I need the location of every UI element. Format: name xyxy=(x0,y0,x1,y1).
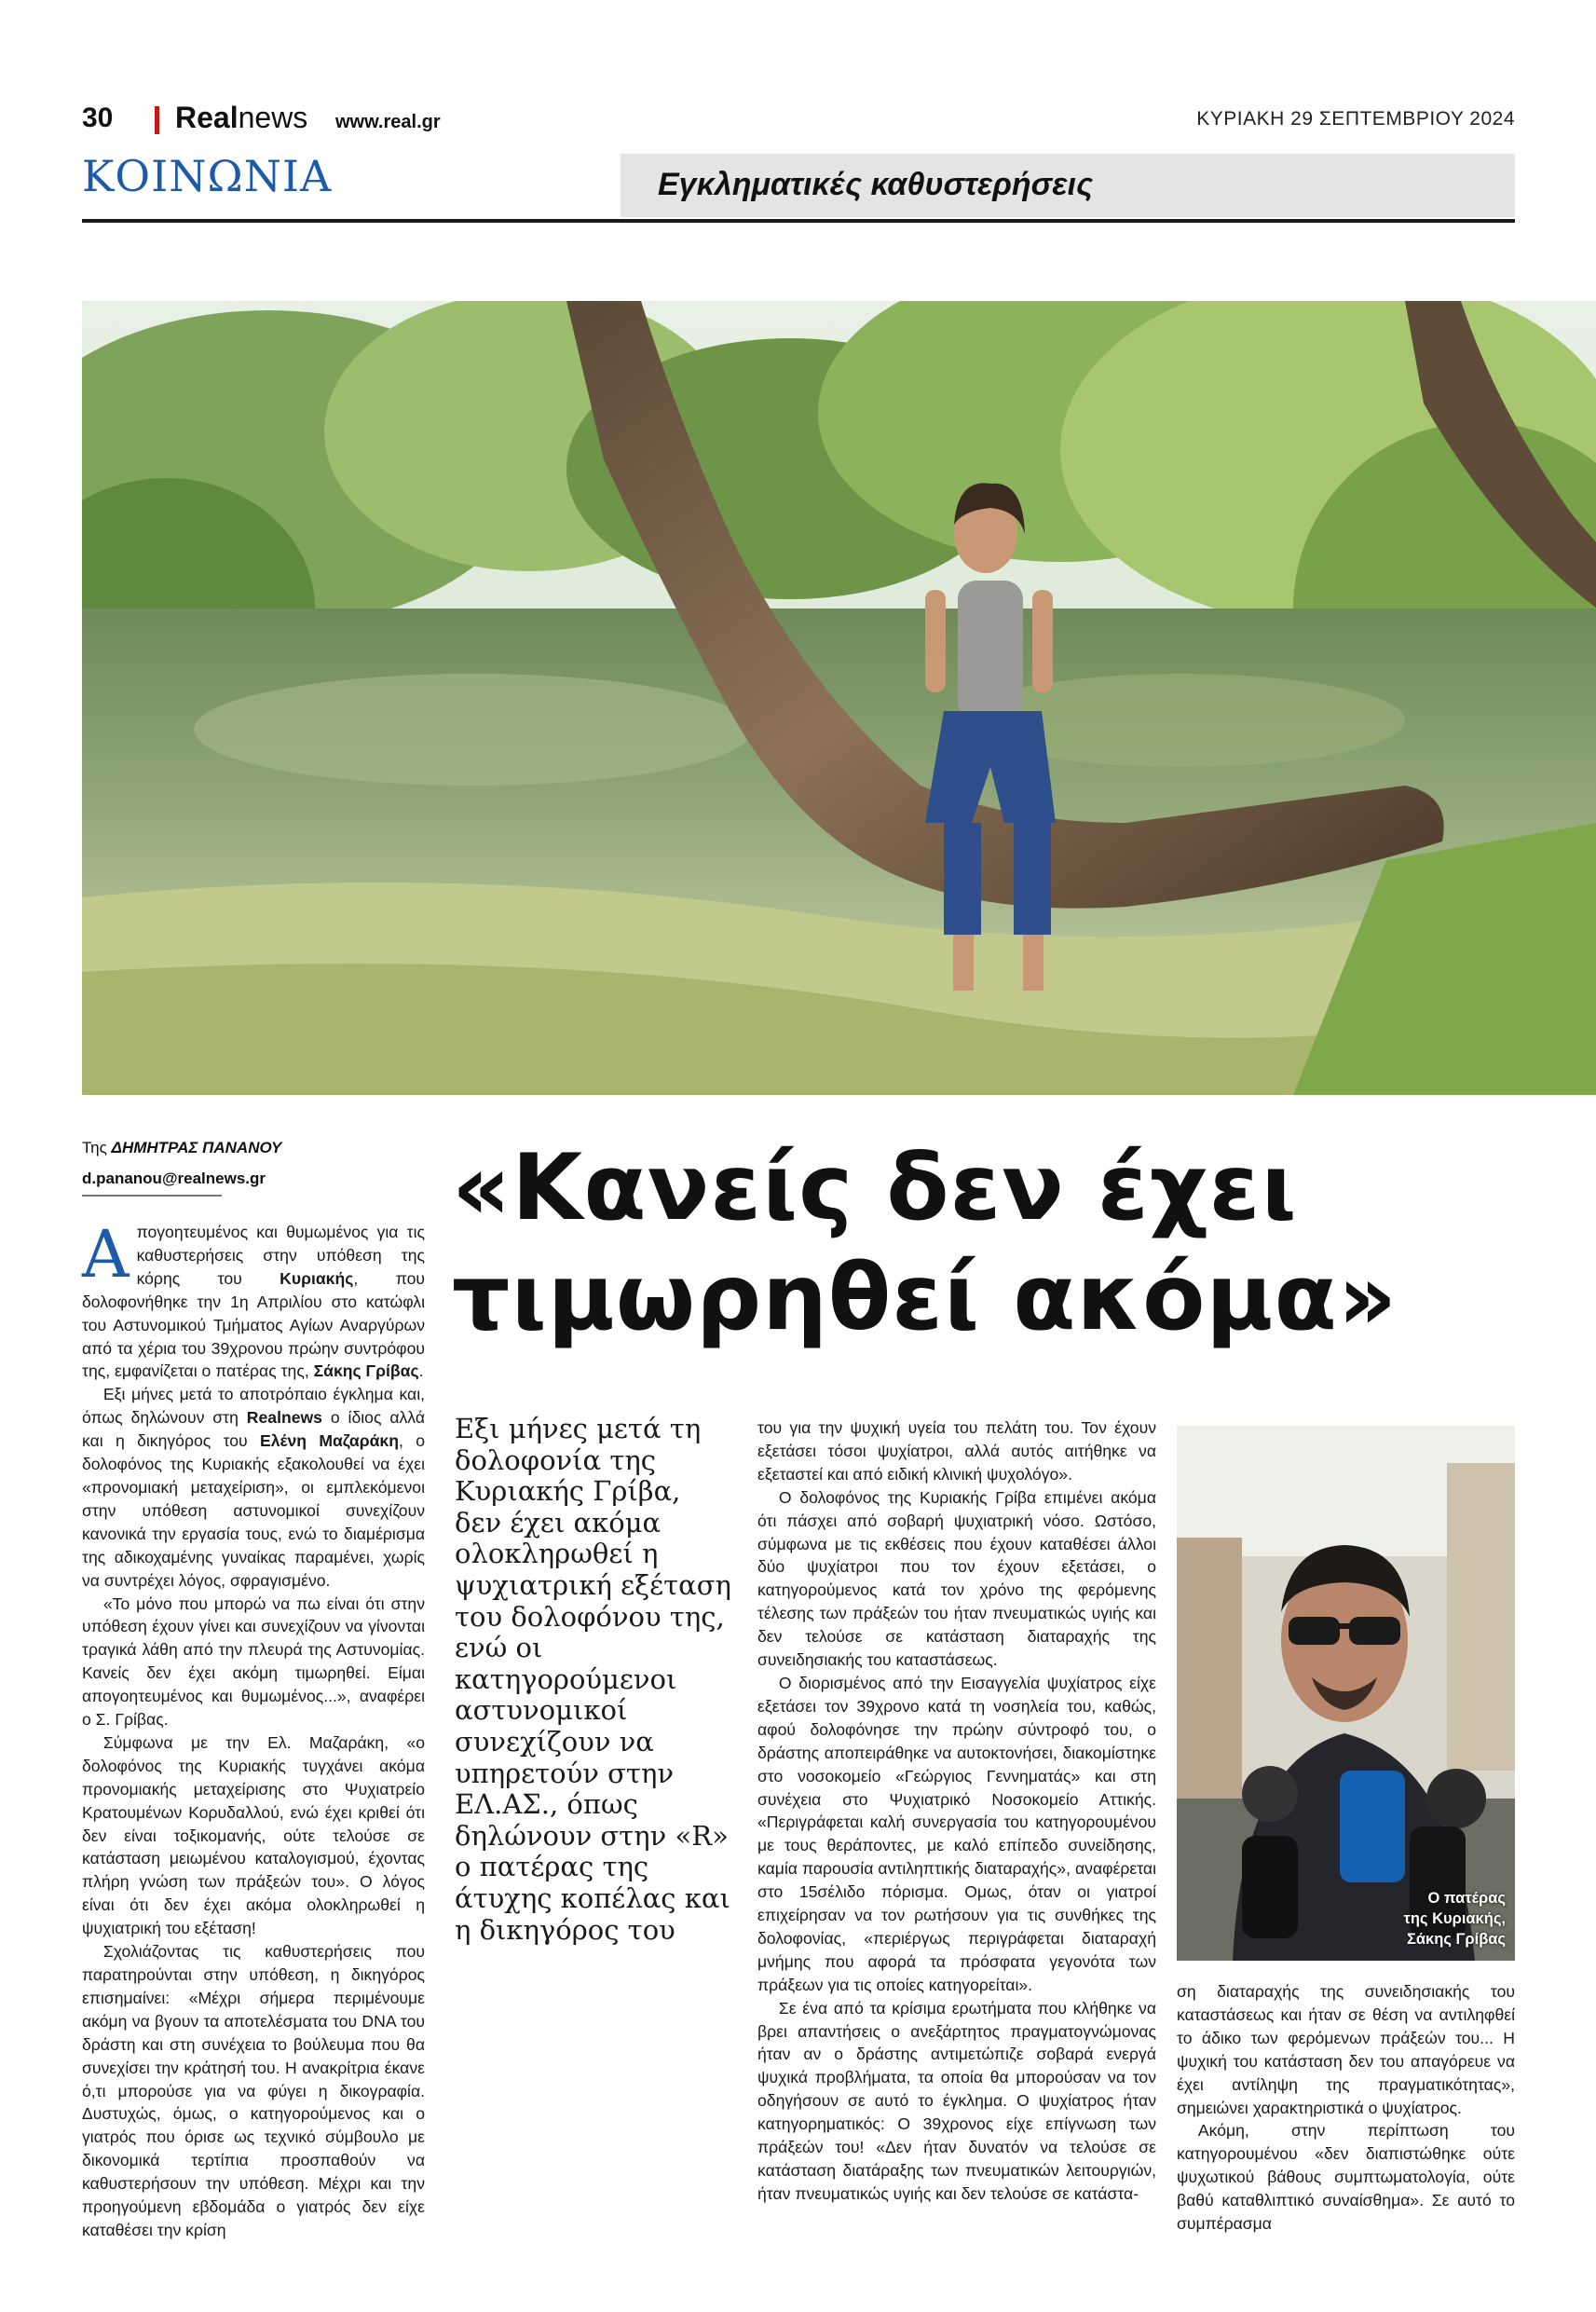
paragraph: του για την ψυχική υγεία του πελάτη του. Τον έχουν εξετάσει τόσοι ψυχίατροι, αλλά αυτός αιτήθηκε να εξεταστεί και από ειδική κλινική ψυχολόγο». xyxy=(757,1418,1156,1484)
section-label: ΚΟΙΝΩΝΙΑ xyxy=(82,151,333,201)
main-photo xyxy=(82,301,1596,1095)
author-email[interactable]: d.pananou@realnews.gr xyxy=(82,1170,266,1187)
article-column-3 xyxy=(757,1416,1156,2206)
paragraph: Ο διορισμένος από την Εισαγγελία ψυχίατρος είχε εξετάσει τον 39χρονο κατά τη νοσηλεία του, καθώς, αφού δολοφόνησε την πρώην σύντροφό του, ο δράστης αποπειράθηκε να αυτοκτονήσει, διακομίστηκε στο νοσοκομείο «Γεώργιος Γεννηματάς» και στη συνέχεια στο Ψυχιατρικό Νοσοκομείο Αττικής. «Περιγράφεται καλή συνεργασία του κατηγορουμένου με τους θεράποντες, με καλό επίπεδο συνείδησης, καμία παρουσία αντιληπτικής διαταραχής», αναφέρεται στο 15σέλιδο πόρισμα. Ομως, όταν οι γιατροί επιχείρησαν να τον ρωτήσουν για τις συνθήκες της δολοφονίας, «περιέργως περιγράφεται διαταραχή μνήμης που αφορά τα πρόσφατα γεγονότα των πράξεων για τις οποίες κατηγορείται». xyxy=(757,1673,1156,1994)
byline-rule xyxy=(82,1195,222,1197)
page-number: 30 xyxy=(82,103,114,133)
headline-line-2: τιμωρηθεί ακόμα» xyxy=(452,1245,1398,1351)
paragraph: Σε ένα από τα κρίσιμα ερωτήματα που κλήθηκε να βρει απαντήσεις ο ανεξάρτητος πραγματογνώμονας ήταν αν ο δράστης αντιμετώπιζε σοβαρά ενεργά ψυχικά προβλήματα, τα οποία θα μπορούσαν να τον οδηγήσουν σε αυτό το έγκλημα. Ο ψυχίατρος ήταν κατηγορηματικός: Ο 39χρονος είχε επίγνωση των πράξεών του! «Δεν ήταν δυνατόν να τελούσε σε κατάσταση διατάραξης των πνευματικών λειτουργιών, ήταν πνευματικώς υγιής και δεν τελούσε σε κατάστα- xyxy=(757,1998,1156,2203)
page-header xyxy=(82,101,1515,138)
paragraph: Ο δολοφόνος της Κυριακής Γρίβα επιμένει ακόμα ότι πάσχει από σοβαρή ψυχιατρική νόσο. Ωστόσο, σύμφωνα με τις εκθέσεις που έχουν καταθέσει άλλοι δύο ψυχίατροι που τον έχουν εξετάσει, ο κατηγορούμενος κατά τον χρόνο της φερόμενης τέλεσης των πράξεών του ήταν πνευματικώς υγιής και δεν τελούσε σε κατάσταση διαταραχής της συνειδησιακής του καταστάσεως. xyxy=(757,1487,1156,1670)
article-column-4 xyxy=(1177,1980,1515,2236)
paragraph: «Το μόνο που μπορώ να πω είναι ότι στην υπόθεση έχουν γίνει και συνεχίζουν να γίνονται τραγικά λάθη από την πλευρά της Αστυνομίας. Κανείς δεν έχει ακόμη τιμωρηθεί. Είμαι απογοητευμένος και θυμωμένος...», αναφέρει ο Σ. Γρίβας. xyxy=(82,1594,425,1730)
brand-logo[interactable]: Realnews xyxy=(175,101,308,134)
header-separator xyxy=(155,106,159,134)
photo-caption: Ο πατέρας της Κυριακής, Σάκης Γρίβας xyxy=(1403,1890,1506,1948)
drop-cap: Α xyxy=(82,1216,130,1293)
kicker-bar xyxy=(621,154,1515,217)
author-name: ΔΗΜΗΤΡΑΣ ΠΑΝΑΝΟΥ xyxy=(111,1139,282,1156)
headline xyxy=(452,1133,1551,1353)
kicker-text: Εγκληματικές καθυστερήσεις xyxy=(658,167,1094,202)
paragraph: Εξι μήνες μετά το αποτρόπαιο έγκλημα και, όπως δηλώνουν στη Realnews ο ίδιος αλλά και η δικηγόρος του Ελένη Μαζαράκη, ο δολοφόνος της Κυριακής εξακολουθεί να έχει «προνομιακή μεταχείριση», οι εμπλεκόμενοι στην υπόθεση αστυνομικοί συνεχίζουν κανονικά την εργασία τους, ενώ το διαμέρισμα της αδικοχαμένης γυναίκας παραμένει, χωρίς να συντρέχει λόγος, σφραγισμένο. xyxy=(82,1385,426,1590)
inset-photo xyxy=(1177,1426,1515,1961)
byline: Της ΔΗΜΗΤΡΑΣ ΠΑΝΑΝΟΥ xyxy=(82,1139,282,1156)
section-rule xyxy=(82,219,1515,223)
issue-date: ΚΥΡΙΑΚΗ 29 ΣΕΠΤΕΜΒΡΙΟΥ 2024 xyxy=(1196,108,1515,130)
paragraph: ση διαταραχής της συνειδησιακής του καταστάσεως και ήταν σε θέση να αντιληφθεί το άδικο των φερόμενων πράξεών του... Η ψυχική του κατάσταση δεν του απαγόρευε να έχει αντίληψη της πραγματικότητας», σημειώνει χαρακτηριστικά ο ψυχίατρος. xyxy=(1177,1982,1515,2117)
paragraph: Σχολιάζοντας τις καθυστερήσεις που παρατηρούνται στην υπόθεση, η δικηγόρος επισημαίνει: «Μέχρι σήμερα περιμένουμε ακόμη να βγουν τα αποτελέσματα του DNA του δράστη και στη συνέχεια το βούλευμα που θα συνεχίσει την κράτησή του. Η ανακρίτρια έκανε ό,τι μπορούσε για να φύγει η δικογραφία. Δυστυχώς, όμως, ο κατηγορούμενος και ο γιατρός που όρισε ως τεχνικό σύμβουλο με δικονομικά τερτίπια προσπαθούν να καθυστερήσουν την υπόθεση. Μέχρι και την προηγούμενη εβδομάδα ο γιατρός δεν είχε καταθέσει την κρίση xyxy=(82,1942,425,2239)
article-column-1 xyxy=(82,1216,426,2242)
paragraph: Απογοητευμένος και θυμωμένος για τις καθυστερήσεις στην υπόθεση της κόρης του Κυριακής, που δολοφονήθηκε την 1η Απριλίου στο κατώφλι του Αστυνομικού Τμήματος Αγίων Αναργύρων από τα χέρια του 39χρονου πρώην συντρόφου της, εμφανίζεται ο πατέρας της, Σάκης Γρίβας. xyxy=(82,1216,425,1381)
website-link[interactable]: www.real.gr xyxy=(335,112,441,132)
headline-line-1: «Κανείς δεν έχει xyxy=(452,1135,1298,1241)
paragraph: Ακόμη, στην περίπτωση του κατηγορουμένου «δεν διαπιστώθηκε ούτε ψυχωτικού βάθους συμπτωματολογία, ούτε βαθύ καταθλιπτικό συναίσθημα». Σε αυτό το συμπέρασμα xyxy=(1177,2121,1515,2234)
paragraph: Σύμφωνα με την Ελ. Μαζαράκη, «ο δολοφόνος της Κυριακής τυγχάνει ακόμα προνομιακής μεταχείρισης στο Ψυχιατρείο Κρατουμένων Κορυδαλλού, ενώ έχει κριθεί ότι δεν είναι τοξικομανής, ούτε τελούσε σε κατάσταση μειωμένου καταλογισμού, έχοντας πλήρη γνώση των πράξεών του». Ο λόγος είναι ότι δεν έχει ακόμα ολοκληρωθεί η ψυχιατρική του εξέταση! xyxy=(82,1732,425,1938)
pull-quote: Εξι μήνες μετά τη δολοφονία της Κυριακής Γρίβα, δεν έχει ακόμα ολοκληρωθεί η ψυχιατρική εξέταση του δολοφόνου της, ενώ οι κατηγορούμενοι αστυνομικοί συνεχίζουν να υπηρετούν στην ΕΛ.ΑΣ., όπως δηλώνουν στην «R» ο πατέρας της άτυχης κοπέλας και η δικηγόρος του xyxy=(455,1413,731,1946)
